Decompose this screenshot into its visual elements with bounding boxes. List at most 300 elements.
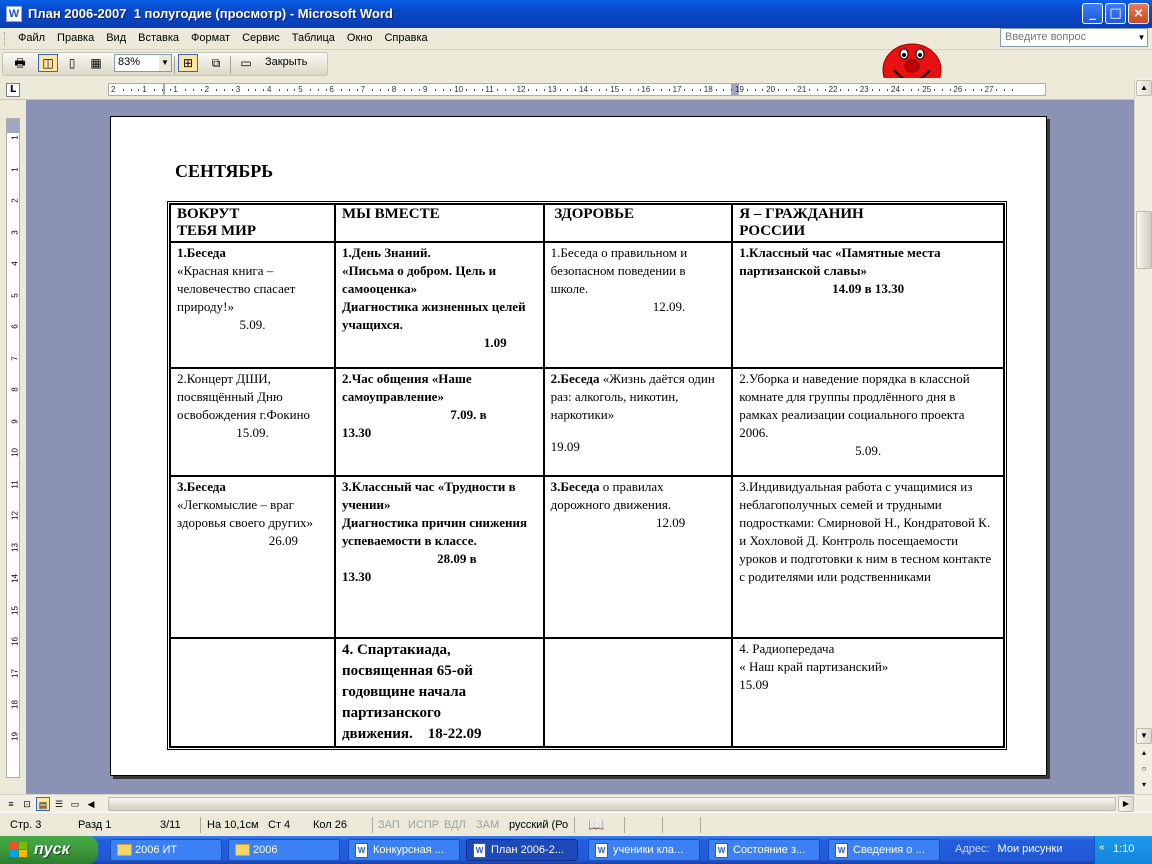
chevron-down-icon[interactable]: ▼ (1137, 33, 1146, 42)
shrink-to-fit-icon[interactable]: ⧉ (211, 56, 221, 70)
chevron-down-icon[interactable]: ▼ (159, 55, 171, 71)
ruler-tick (263, 89, 264, 91)
maximize-button[interactable]: □ (1105, 3, 1126, 24)
table-cell (732, 368, 1004, 476)
print-layout-view-icon[interactable]: ▤ (36, 797, 50, 811)
table-cell (732, 638, 1004, 747)
event-text: 4. Радиопередача « Наш край партизанский» (739, 641, 889, 674)
ruler-number: 15 (10, 605, 20, 615)
ruler-tick (435, 89, 436, 91)
menu-insert[interactable]: Вставка (138, 32, 180, 44)
event-text-block (551, 370, 726, 424)
ruler-tick (630, 89, 631, 91)
window-title: План 2006-2007 1 полугодие (просмотр) - Microsoft Word (28, 6, 393, 21)
ruler-tick (248, 89, 249, 91)
event-text: 1.Беседа о правильном и безопасном поведении в школе. (550, 245, 688, 296)
ruler-tick (466, 89, 467, 91)
ruler-number: 15 (610, 85, 620, 94)
magnifier-icon[interactable]: ◫ (38, 54, 58, 72)
close-preview-button[interactable]: Закрыть (265, 56, 308, 68)
ruler-tick (996, 89, 997, 91)
event-text: 1.Классный час «Памятные места партизанской славы» (739, 245, 941, 278)
clock[interactable]: 1:10 (1113, 843, 1135, 855)
start-label: пуск (34, 841, 70, 858)
ruler-tick (762, 89, 763, 91)
document-workspace[interactable] (26, 100, 1134, 794)
ruler-number: 17 (10, 668, 20, 678)
vertical-scrollbar[interactable] (1134, 78, 1152, 794)
table-cell (335, 476, 544, 638)
table-cell (544, 242, 733, 368)
ruler-tick (638, 89, 639, 91)
ruler-number: 12 (516, 85, 526, 94)
spelling-status-icon[interactable]: 📖 (588, 817, 605, 832)
table-cell (732, 476, 1004, 638)
taskbar-item-label: Сведения о ... (853, 844, 925, 856)
event-date: 15.09. (236, 425, 269, 440)
taskbar (0, 836, 1152, 864)
event-date: 5.09. (239, 317, 266, 332)
ruler-tick (817, 89, 818, 91)
event-date: 15.09 (739, 677, 769, 692)
ruler-tick (380, 89, 381, 91)
ruler-number: 18 (703, 85, 713, 94)
table-row (170, 476, 1004, 638)
taskbar-item-label: Состояние з... (733, 844, 806, 856)
table-cell (732, 242, 1004, 368)
horizontal-ruler[interactable] (108, 83, 1046, 96)
ruler-tick (887, 89, 888, 91)
status-record[interactable]: ЗАП (378, 819, 400, 831)
ruler-tick (786, 89, 787, 91)
plan-table (167, 201, 1007, 750)
ruler-number: 22 (828, 85, 838, 94)
event-date: 5.09. (855, 443, 882, 458)
taskbar-item[interactable] (828, 839, 940, 861)
event-text: 3.Классный час «Трудности в учении» Диагностика причин снижения успеваемости в классе. (341, 479, 528, 548)
ruler-number: 17 (672, 85, 682, 94)
ruler-tick (443, 89, 444, 91)
ruler-number: 23 (859, 85, 869, 94)
ruler-tick (404, 89, 405, 91)
ruler-tick (154, 89, 155, 91)
ruler-tick (794, 89, 795, 91)
zoom-select[interactable] (114, 54, 172, 72)
ruler-tick (872, 89, 873, 91)
event-text: 3.Индивидуальная работа с учащимися из неблагополучных семей и трудными подростками: Смирновой Н., Кондратовой К. и Хохловой Д. Контроль посещаемости уроков и подготовки к ним в тесном контакте с родителями или родственниками (739, 479, 992, 584)
event-date: 28.09 в (437, 551, 477, 566)
column-header: МЫ ВМЕСТЕ (335, 204, 544, 242)
event-time: 13.30 (341, 569, 372, 584)
event-label: 3.Беседа (550, 479, 600, 494)
ruler-number: 8 (10, 387, 20, 392)
ruler-tick (388, 89, 389, 91)
ruler-tick (185, 89, 186, 91)
status-track-changes[interactable]: ИСПР (408, 819, 440, 831)
ruler-number: 2 (111, 85, 116, 94)
ruler-tick (326, 89, 327, 91)
normal-view-icon[interactable]: ≡ (8, 799, 14, 809)
ruler-tick (973, 89, 974, 91)
status-extend[interactable]: ВДЛ (444, 819, 466, 831)
ruler-number: 3 (10, 229, 20, 235)
ruler-number: 6 (10, 324, 20, 329)
toolbar-separator (174, 56, 175, 74)
ruler-number: 4 (267, 85, 272, 94)
select-browse-object-icon[interactable]: ○ (1141, 764, 1147, 773)
menu-file[interactable]: Файл (18, 32, 46, 44)
table-row (170, 638, 1004, 747)
folder-icon (235, 844, 250, 856)
next-page-icon[interactable]: ▾ (1141, 780, 1146, 789)
ruler-tick (497, 89, 498, 91)
ruler-tick (684, 89, 685, 91)
status-column: Кол 26 (313, 819, 347, 831)
status-separator (574, 817, 575, 833)
taskbar-item[interactable] (348, 839, 460, 861)
ruler-number: 19 (10, 731, 20, 741)
status-language[interactable]: русский (Ро (509, 819, 569, 831)
table-cell (170, 368, 335, 476)
taskbar-item-label: 2006 (253, 844, 278, 856)
event-text: 2.Час общения «Наше самоуправление» (341, 371, 472, 404)
ruler-tick (560, 89, 561, 91)
taskbar-item[interactable] (708, 839, 820, 861)
ruler-tick (294, 89, 295, 91)
ruler-tick (170, 89, 171, 91)
status-separator (372, 817, 373, 833)
ruler-tick (255, 89, 256, 91)
taskbar-item[interactable] (228, 839, 340, 861)
ruler-tick (232, 89, 233, 91)
ruler-tick (1012, 89, 1013, 91)
taskbar-item-active[interactable] (466, 839, 578, 861)
ruler-tick (716, 89, 717, 91)
ruler-tick (755, 89, 756, 91)
horizontal-scroll-thumb[interactable] (108, 797, 1116, 811)
taskbar-item[interactable] (588, 839, 700, 861)
ruler-tick (513, 89, 514, 91)
ruler-tick (778, 89, 779, 91)
status-separator (624, 817, 625, 833)
status-separator (662, 817, 663, 833)
table-cell (170, 638, 335, 747)
event-time: 13.30 (341, 425, 372, 440)
event-text: 2.Концерт ДШИ, посвящённый Дню освобождения г.Фокино (177, 371, 311, 422)
tray-expand-icon[interactable]: « (1099, 842, 1105, 853)
ruler-tick (341, 89, 342, 91)
ruler-tick (123, 89, 124, 91)
print-icon[interactable]: 🖶 (14, 56, 26, 70)
ruler-number: 9 (10, 418, 20, 424)
ruler-number: 19 (735, 85, 744, 94)
ruler-tick (131, 89, 132, 91)
ruler-top-margin[interactable] (7, 119, 19, 133)
status-line: Ст 4 (268, 819, 291, 831)
ruler-tick (482, 89, 483, 91)
ruler-tick (1004, 89, 1005, 91)
start-button[interactable] (0, 836, 98, 864)
menu-grip[interactable] (4, 32, 7, 46)
ruler-tick (731, 89, 732, 91)
ruler-number: 7 (10, 355, 20, 361)
status-separator (200, 817, 201, 833)
ruler-number: 7 (360, 85, 366, 94)
ruler-tick (669, 89, 670, 91)
ruler-tick (224, 89, 225, 91)
table-header-row (170, 204, 1004, 242)
document-page[interactable] (110, 116, 1047, 776)
ruler-tick (279, 89, 280, 91)
preview-toolbar (0, 50, 1152, 78)
event-date: 18-22.09 (427, 726, 482, 742)
ruler-tick (934, 89, 935, 91)
windows-logo-icon (10, 842, 28, 858)
one-page-icon[interactable]: ▯ (68, 56, 76, 70)
table-row (170, 368, 1004, 476)
menu-format[interactable]: Формат (191, 32, 231, 44)
taskbar-item-label: План 2006-2... (491, 844, 564, 856)
menu-window[interactable]: Окно (346, 32, 373, 44)
ruler-tick (692, 89, 693, 91)
event-text: «Красная книга – человечество спасает природу!» (177, 263, 296, 314)
ruler-tick (840, 89, 841, 91)
help-search-input[interactable] (1000, 28, 1148, 47)
ruler-tick (591, 89, 592, 91)
ruler-number: 24 (891, 85, 900, 94)
folder-icon (117, 844, 132, 856)
table-cell (335, 638, 544, 747)
taskbar-item-label: Конкурсная ... (373, 844, 444, 856)
ruler-tick (747, 89, 748, 91)
event-text: о правилах дорожного движения. (550, 479, 672, 512)
previous-page-icon[interactable]: ▴ (1141, 748, 1146, 757)
ruler-number: 12 (10, 511, 20, 520)
tab-selector[interactable]: L (6, 83, 20, 97)
ruler-tick (723, 89, 724, 91)
ruler-tick (349, 89, 350, 91)
ruler-tick (372, 89, 373, 91)
ruler-tick (162, 89, 163, 91)
ruler-number: 21 (797, 85, 807, 94)
menu-items (12, 31, 434, 45)
ruler-tick (575, 89, 576, 91)
scroll-down-button[interactable]: ▼ (1136, 728, 1152, 744)
table-cell (544, 476, 733, 638)
word-document-icon: W (715, 843, 728, 858)
view-ruler-icon[interactable]: ⊞ (178, 54, 198, 72)
table-cell (335, 242, 544, 368)
event-date: 12.09. (652, 299, 686, 314)
event-date: 1.09 (483, 335, 507, 350)
event-text: «Жизнь даётся один раз: алкоголь, никотин, наркотики» (550, 371, 715, 422)
scroll-right-button[interactable]: ▶ (1118, 796, 1134, 812)
vertical-ruler[interactable] (6, 118, 20, 778)
full-screen-icon[interactable]: ▭ (240, 56, 252, 70)
reading-view-icon[interactable]: ▭ (70, 799, 80, 809)
ruler-tick (981, 89, 982, 91)
status-bar (0, 812, 1152, 836)
ruler-number: 14 (10, 574, 20, 583)
menu-bar (0, 28, 1152, 50)
ruler-tick (606, 89, 607, 91)
ruler-number: 5 (10, 292, 20, 298)
taskbar-item-label: ученики кла... (613, 844, 684, 856)
ruler-number: 1 (10, 135, 20, 140)
ruler-tick (950, 89, 951, 91)
taskbar-item-label: 2006 ИТ (135, 844, 178, 856)
column-header: ВОКРУТ ТЕБЯ МИР (170, 204, 335, 242)
ruler-number: 1 (10, 166, 20, 172)
ruler-number: 3 (235, 85, 241, 94)
zoom-value: 83% (118, 56, 141, 68)
vertical-scroll-thumb[interactable] (1136, 211, 1152, 269)
taskbar-item[interactable] (110, 839, 222, 861)
ruler-number: 13 (547, 85, 557, 94)
ruler-number: 25 (922, 85, 932, 94)
ruler-tick (450, 89, 451, 91)
word-app-icon[interactable]: W (6, 6, 22, 22)
status-overtype[interactable]: ЗАМ (476, 819, 500, 831)
word-document-icon: W (835, 843, 848, 858)
ruler-tick (856, 89, 857, 91)
ruler-number: 10 (10, 448, 20, 457)
ruler-tick (505, 89, 506, 91)
address-value: Мои рисунки (997, 843, 1063, 855)
menu-tools[interactable]: Сервис (242, 32, 280, 44)
event-label: 1.Беседа (177, 245, 226, 260)
event-text: «Легкомыслие – враг здоровья своего других» (177, 497, 314, 530)
system-tray (1094, 836, 1152, 864)
toolbar-separator (230, 56, 231, 74)
ruler-tick (809, 89, 810, 91)
ruler-tick (318, 89, 319, 91)
ruler-tick (201, 89, 202, 91)
status-pages: 3/11 (160, 819, 181, 831)
table-cell (544, 368, 733, 476)
title-bar (0, 0, 1152, 28)
event-date: 7.09. в (450, 407, 487, 422)
ruler-tick (965, 89, 966, 91)
ruler-number: 18 (10, 700, 20, 709)
menu-view[interactable]: Вид (106, 32, 127, 44)
table-cell (170, 476, 335, 638)
ruler-number: 11 (485, 85, 494, 94)
ruler-tick (567, 89, 568, 91)
ruler-tick (918, 89, 919, 91)
event-text-block (342, 640, 537, 745)
ruler-tick (622, 89, 623, 91)
close-button[interactable]: × (1128, 3, 1149, 24)
minimize-button[interactable]: _ (1082, 3, 1103, 24)
word-document-icon: W (473, 843, 486, 858)
scroll-up-button[interactable]: ▲ (1136, 80, 1152, 96)
address-label: Адрес: (955, 843, 990, 855)
multiple-pages-icon[interactable]: ▦ (90, 56, 102, 70)
menu-help[interactable]: Справка (384, 32, 428, 44)
ruler-number: 6 (329, 85, 334, 94)
ruler-tick (411, 89, 412, 91)
month-heading: СЕНТЯБРЬ (175, 161, 274, 181)
ruler-tick (287, 89, 288, 91)
event-date: 26.09 (268, 533, 298, 548)
ruler-number: 9 (423, 85, 428, 94)
address-toolbar[interactable] (955, 843, 1062, 855)
view-buttons (4, 797, 98, 811)
event-label: 2.Беседа (550, 371, 600, 386)
ruler-tick (536, 89, 537, 91)
status-position: На 10,1см (207, 819, 259, 831)
event-date: 12.09 (656, 515, 686, 530)
event-date: 14.09 в 13.30 (832, 281, 905, 296)
status-separator (700, 817, 701, 833)
ruler-number: 5 (298, 85, 303, 94)
menu-edit[interactable]: Правка (57, 32, 95, 44)
event-date: 19.09 (550, 439, 580, 454)
column-header: Я – ГРАЖДАНИН РОССИИ (732, 204, 1004, 242)
ruler-tick (419, 89, 420, 91)
ruler-tick (544, 89, 545, 91)
ruler-tick (599, 89, 600, 91)
event-text: 2.Уборка и наведение порядка в классной комнате для группы продлённого дня в рамках реализации социального проекта 2006. (739, 371, 970, 440)
table-row (170, 242, 1004, 368)
web-view-icon[interactable]: ⊡ (23, 799, 31, 809)
ruler-tick (848, 89, 849, 91)
ruler-number: 1 (142, 85, 147, 94)
event-text: 1.День Знаний. «Письма о добром. Цель и самооценка» Диагностика жизненных целей учащихся. (341, 245, 526, 332)
table-cell (335, 368, 544, 476)
event-text-block (551, 478, 726, 514)
ruler-tick (825, 89, 826, 91)
ruler-tick (903, 89, 904, 91)
column-header: ЗДОРОВЬЕ (544, 204, 733, 242)
ruler-tick (193, 89, 194, 91)
word-document-icon: W (595, 843, 608, 858)
ruler-number: 4 (10, 261, 20, 266)
ruler-tick (474, 89, 475, 91)
ruler-number: 2 (10, 198, 20, 203)
ruler-tick (216, 89, 217, 91)
outline-view-icon[interactable]: ☰ (54, 799, 64, 809)
ruler-tick (528, 89, 529, 91)
ruler-tick (942, 89, 943, 91)
event-text: 4. Спартакиада, посвященная 65-ой годовщине начала партизанского движения. (341, 642, 473, 742)
horizontal-scrollbar[interactable] (0, 794, 1152, 812)
ruler-number: 16 (641, 85, 651, 94)
ruler-number: 26 (953, 85, 963, 94)
ruler-tick (138, 89, 139, 91)
ruler-left-margin[interactable] (163, 84, 165, 95)
help-placeholder: Введите вопрос (1005, 31, 1087, 43)
ruler-tick (357, 89, 358, 91)
ruler-tick (700, 89, 701, 91)
table-cell (170, 242, 335, 368)
menu-table[interactable]: Таблица (291, 32, 335, 44)
word-document-icon: W (355, 843, 368, 858)
event-label: 3.Беседа (177, 479, 226, 494)
ruler-tick (911, 89, 912, 91)
ruler-number: 13 (10, 542, 20, 552)
table-cell (544, 638, 733, 747)
ruler-number: 10 (454, 85, 464, 94)
ruler-number: 8 (391, 85, 397, 94)
status-section: Разд 1 (78, 819, 112, 831)
scroll-left-button[interactable]: ◀ (87, 799, 95, 809)
ruler-tick (653, 89, 654, 91)
ruler-number: 16 (10, 637, 20, 646)
ruler-number: 20 (766, 85, 776, 94)
ruler-tick (661, 89, 662, 91)
